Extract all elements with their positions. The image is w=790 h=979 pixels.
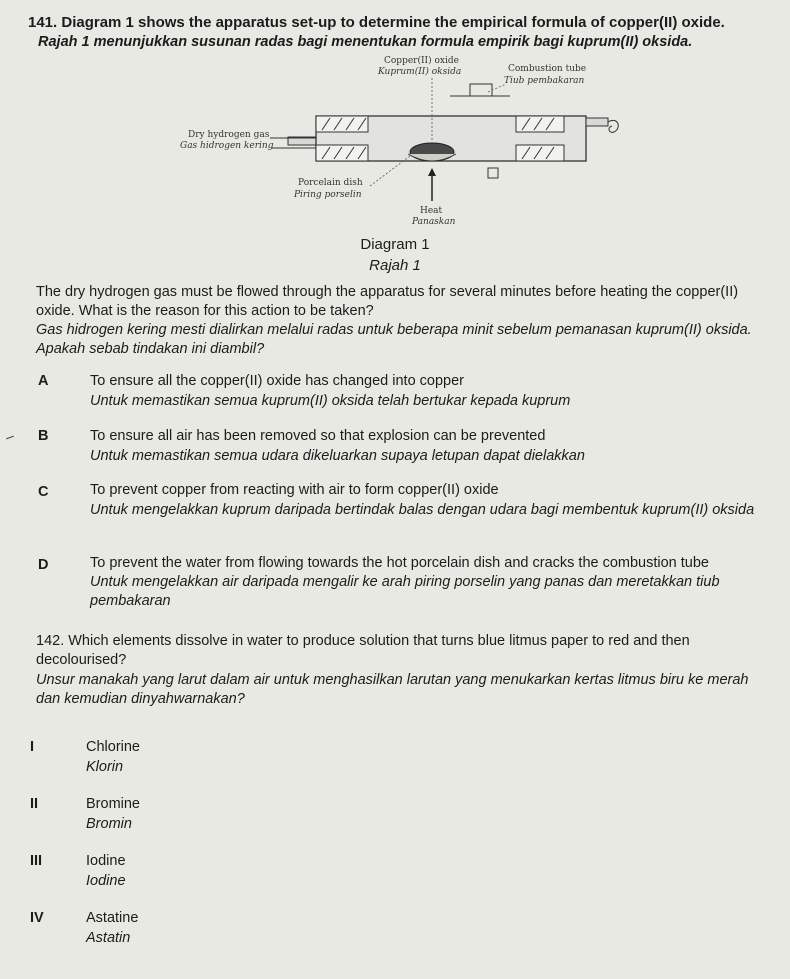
option-b-text[interactable]: To ensure all air has been removed so that explosion can be prevented [90,428,546,444]
option-d-letter[interactable]: D [38,557,49,573]
label-combustion-tube-malay: Tiub pembakaran [504,76,585,86]
item-iv-element: Astatine [86,910,139,926]
item-iii-element: Iodine [86,853,126,869]
question-142-stem: 142. Which elements dissolve in water to produce solution that turns blue litmus paper to red and then decolourised? [36,633,690,668]
option-d-text[interactable]: To prevent the water from flowing towards the hot porcelain dish and cracks the combustion tube [90,555,709,571]
diagram-caption: Diagram 1 [360,236,430,253]
label-hydrogen-gas: Dry hydrogen gas [188,130,270,140]
item-ii-element-malay: Bromin [86,816,132,832]
label-hydrogen-gas-malay: Gas hidrogen kering [180,141,274,151]
question-141-stem-malay: Gas hidrogen kering mesti dialirkan melalui radas untuk beberapa minit sebelum pemanasan kuprum(II) oksida. Apakah sebab tindakan ini diambil? [36,322,752,357]
item-ii-element: Bromine [86,796,140,812]
item-iv-numeral: IV [30,910,44,926]
item-iii-element-malay: Iodine [86,873,126,889]
question-142-stem-malay: Unsur manakah yang larut dalam air untuk menghasilkan larutan yang menukarkan kertas litmus biru ke merah dan kemudian dinyahwarnakan? [36,672,749,707]
item-i-element: Chlorine [86,739,140,755]
label-porcelain-dish: Porcelain dish [298,178,363,188]
label-porcelain-dish-malay: Piring porselin [294,190,362,200]
option-c-text-malay: Untuk mengelakkan kuprum daripada bertindak balas dengan udara bagi membentuk kuprum(II) oksida [90,502,755,518]
label-copper-oxide-malay: Kuprum(II) oksida [378,67,462,77]
question-141-title-malay: Rajah 1 menunjukkan susunan radas bagi menentukan formula empirik bagi kuprum(II) oksida. [38,34,693,50]
label-heat: Heat [420,206,443,216]
flame [608,120,618,132]
item-ii-numeral: II [30,796,39,812]
label-copper-oxide: Copper(II) oxide [384,56,459,66]
item-iv-element-malay: Astatin [86,930,131,946]
pencil-tick-mark [6,436,14,440]
option-c-letter[interactable]: C [38,484,49,500]
question-141-title: 141. Diagram 1 shows the apparatus set-up to determine the empirical formula of copper(II) oxide. [28,14,725,31]
label-heat-malay: Panaskan [412,217,456,227]
option-b-text-malay: Untuk memastikan semua udara dikeluarkan supaya letupan dapat dielakkan [90,448,585,464]
item-i-element-malay: Klorin [86,759,124,775]
option-c-text[interactable]: To prevent copper from reacting with air to form copper(II) oxide [90,482,499,498]
option-b-letter[interactable]: B [38,428,49,444]
option-a-letter[interactable]: A [38,373,49,389]
option-a-text-malay: Untuk memastikan semua kuprum(II) oksida telah bertukar kepada kuprum [90,393,571,409]
item-i-numeral: I [30,739,35,755]
item-iii-numeral: III [30,853,43,869]
question-141-stem: The dry hydrogen gas must be flowed through the apparatus for several minutes before heating the copper(II) oxide. What is the reason for this action to be taken? [36,284,739,319]
apparatus-diagram [170,56,630,226]
label-combustion-tube: Combustion tube [508,64,587,74]
option-d-text-malay: Untuk mengelakkan air daripada mengalir ke arah piring porselin yang panas dan meretakkan tiub pembakaran [90,574,720,609]
outlet-tube [586,118,608,126]
diagram-caption-malay: Rajah 1 [369,257,421,274]
option-a-text[interactable]: To ensure all the copper(II) oxide has changed into copper [90,373,465,389]
